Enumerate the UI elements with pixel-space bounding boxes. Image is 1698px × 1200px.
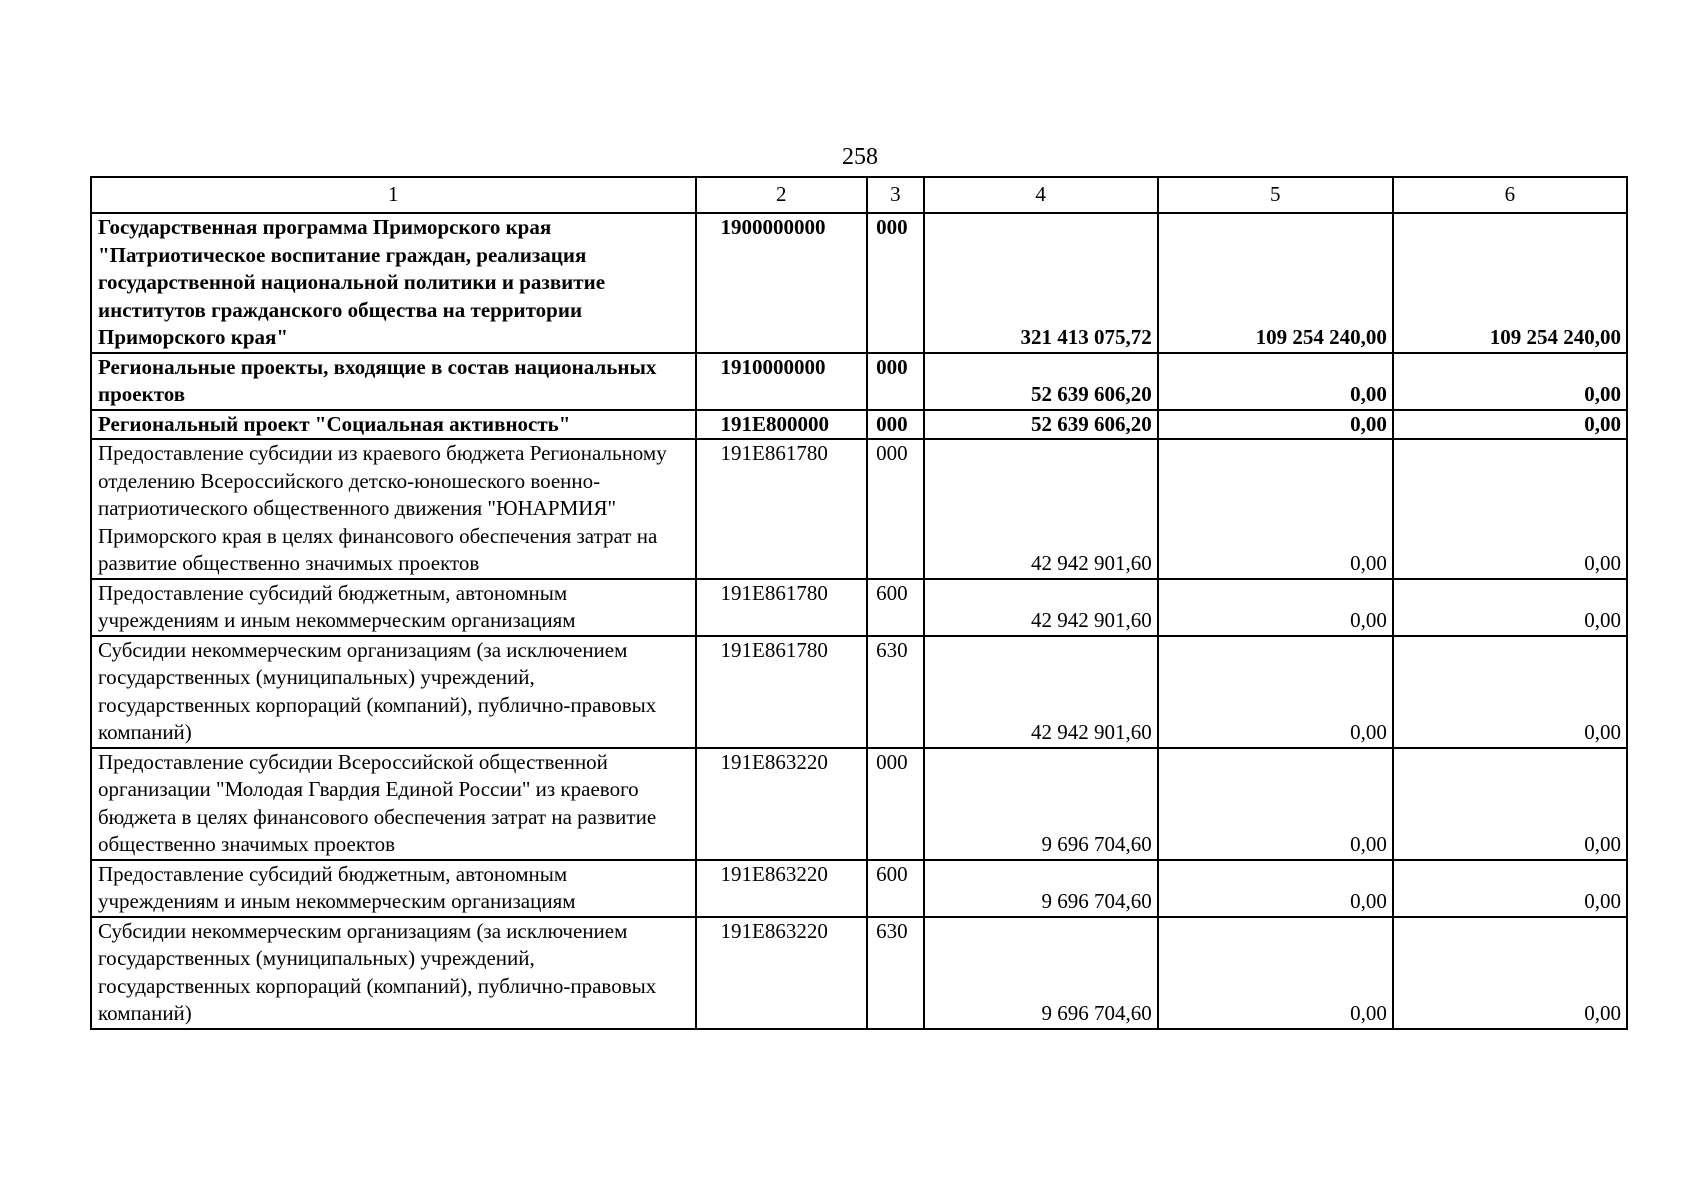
table-row bbox=[91, 353, 1627, 410]
budget-table bbox=[90, 176, 1628, 1030]
amount-col-6: 0,00 bbox=[1393, 917, 1627, 1029]
amount-col-6: 109 254 240,00 bbox=[1393, 213, 1627, 353]
amount-col-5: 0,00 bbox=[1158, 353, 1393, 410]
amount-col-5: 0,00 bbox=[1158, 917, 1393, 1029]
target-article-code: 1910000000 bbox=[696, 353, 868, 410]
target-article-code: 191E863220 bbox=[696, 860, 868, 917]
amount-col-4: 9 696 704,60 bbox=[924, 860, 1158, 917]
expense-type-code: 630 bbox=[867, 636, 924, 748]
amount-col-4: 321 413 075,72 bbox=[924, 213, 1158, 353]
amount-col-4: 42 942 901,60 bbox=[924, 636, 1158, 748]
amount-col-5: 0,00 bbox=[1158, 579, 1393, 636]
column-header: 1 bbox=[91, 177, 696, 213]
item-name: Предоставление субсидий бюджетным, автономным учреждениям и иным некоммерческим организациям bbox=[91, 579, 696, 636]
table-row bbox=[91, 410, 1627, 440]
target-article-code: 191E861780 bbox=[696, 636, 868, 748]
amount-col-6: 0,00 bbox=[1393, 410, 1627, 440]
amount-col-4: 42 942 901,60 bbox=[924, 579, 1158, 636]
column-header: 3 bbox=[867, 177, 924, 213]
amount-col-4: 52 639 606,20 bbox=[924, 410, 1158, 440]
column-header: 5 bbox=[1158, 177, 1393, 213]
expense-type-code: 000 bbox=[867, 410, 924, 440]
item-name: Государственная программа Приморского края "Патриотическое воспитание граждан, реализация государственной национальной политики и развитие институтов гражданского общества на территории Приморского края" bbox=[91, 213, 696, 353]
column-header: 4 bbox=[924, 177, 1158, 213]
amount-col-5: 0,00 bbox=[1158, 860, 1393, 917]
column-header: 6 bbox=[1393, 177, 1627, 213]
amount-col-6: 0,00 bbox=[1393, 353, 1627, 410]
expense-type-code: 630 bbox=[867, 917, 924, 1029]
table-row bbox=[91, 579, 1627, 636]
amount-col-6: 0,00 bbox=[1393, 439, 1627, 579]
amount-col-6: 0,00 bbox=[1393, 579, 1627, 636]
item-name: Предоставление субсидий бюджетным, автономным учреждениям и иным некоммерческим организациям bbox=[91, 860, 696, 917]
column-header: 2 bbox=[696, 177, 868, 213]
amount-col-6: 0,00 bbox=[1393, 748, 1627, 860]
amount-col-4: 52 639 606,20 bbox=[924, 353, 1158, 410]
expense-type-code: 000 bbox=[867, 213, 924, 353]
column-number-row bbox=[91, 177, 1627, 213]
amount-col-5: 0,00 bbox=[1158, 439, 1393, 579]
target-article-code: 191E800000 bbox=[696, 410, 868, 440]
amount-col-4: 9 696 704,60 bbox=[924, 917, 1158, 1029]
amount-col-6: 0,00 bbox=[1393, 636, 1627, 748]
item-name: Субсидии некоммерческим организациям (за исключением государственных (муниципальных) учреждений, государственных корпораций (компаний), публично-правовых компаний) bbox=[91, 917, 696, 1029]
table-row bbox=[91, 439, 1627, 579]
amount-col-6: 0,00 bbox=[1393, 860, 1627, 917]
expense-type-code: 000 bbox=[867, 353, 924, 410]
table-row bbox=[91, 636, 1627, 748]
target-article-code: 191E863220 bbox=[696, 748, 868, 860]
amount-col-4: 9 696 704,60 bbox=[924, 748, 1158, 860]
item-name: Предоставление субсидии Всероссийской общественной организации "Молодая Гвардия Единой России" из краевого бюджета в целях финансового обеспечения затрат на развитие общественно значимых проектов bbox=[91, 748, 696, 860]
target-article-code: 191E863220 bbox=[696, 917, 868, 1029]
table-row bbox=[91, 748, 1627, 860]
amount-col-5: 0,00 bbox=[1158, 636, 1393, 748]
expense-type-code: 600 bbox=[867, 579, 924, 636]
item-name: Региональные проекты, входящие в состав национальных проектов bbox=[91, 353, 696, 410]
target-article-code: 191E861780 bbox=[696, 579, 868, 636]
item-name: Предоставление субсидии из краевого бюджета Региональному отделению Всероссийского детско-юношеского военно-патриотического общественного движения "ЮНАРМИЯ" Приморского края в целях финансового обеспечения затрат на развитие общественно значимых проектов bbox=[91, 439, 696, 579]
target-article-code: 1900000000 bbox=[696, 213, 868, 353]
expense-type-code: 000 bbox=[867, 748, 924, 860]
expense-type-code: 000 bbox=[867, 439, 924, 579]
amount-col-5: 0,00 bbox=[1158, 748, 1393, 860]
amount-col-4: 42 942 901,60 bbox=[924, 439, 1158, 579]
table-row bbox=[91, 213, 1627, 353]
item-name: Субсидии некоммерческим организациям (за исключением государственных (муниципальных) учреждений, государственных корпораций (компаний), публично-правовых компаний) bbox=[91, 636, 696, 748]
target-article-code: 191E861780 bbox=[696, 439, 868, 579]
page-number: 258 bbox=[842, 144, 878, 170]
amount-col-5: 0,00 bbox=[1158, 410, 1393, 440]
expense-type-code: 600 bbox=[867, 860, 924, 917]
amount-col-5: 109 254 240,00 bbox=[1158, 213, 1393, 353]
table-row bbox=[91, 917, 1627, 1029]
table-row bbox=[91, 860, 1627, 917]
item-name: Региональный проект "Социальная активность" bbox=[91, 410, 696, 440]
